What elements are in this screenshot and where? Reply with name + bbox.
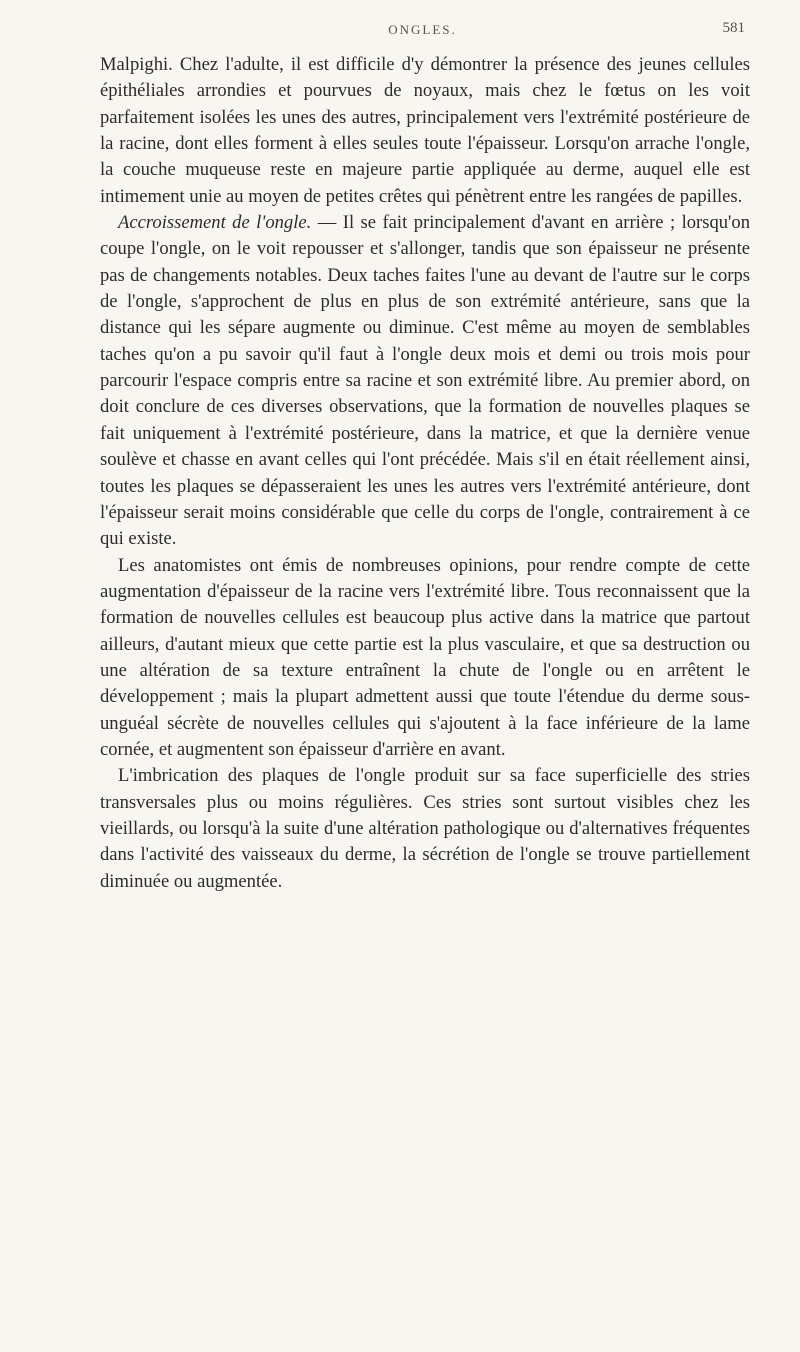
paragraph-anatomistes — [100, 553, 750, 764]
paragraph-continuation — [100, 52, 750, 210]
paragraph-text: — Il se fait principalement d'avant en arrière ; lorsqu'on coupe l'ongle, on le voit repousser et s'allonger, tandis que son épaisseur ne présente pas de changements notables. Deux taches faites l'une au devant de l'autre sur le corps de l'ongle, s'approchent de plus en plus de son extrémité antérieure, sans que la distance qui les sépare augmente ou diminue. C'est même au moyen de semblables taches qu'on a pu savoir qu'il faut à l'ongle deux mois et demi ou trois mois pour parcourir l'espace compris entre sa racine et son extrémité libre. Au premier abord, on doit conclure de ces diverses observations, que la formation de nouvelles plaques se fait uniquement à l'extrémité postérieure, dans la matrice, et que la dernière venue soulève et chasse en avant celles qui l'ont précédée. Mais s'il en était réellement ainsi, toutes les plaques se dépasseraient les unes les autres vers l'extrémité antérieure, dont l'épaisseur serait moins considérable que celle du corps de l'ongle, contrairement à ce qui existe. — [100, 212, 750, 550]
paragraph-text: Les anatomistes ont émis de nombreuses opinions, pour rendre compte de cette augmentation d'épaisseur de la racine vers l'extrémité libre. Tous reconnaissent que la formation de nouvelles cellules est beaucoup plus active dans la matrice que partout ailleurs, d'autant mieux que cette partie est la plus vasculaire, et que sa destruction ou une altération de sa texture entraînent la chute de l'ongle ou en arrêtent le développement ; mais la plupart admettent aussi que toute l'étendue du derme sous-unguéal sécrète de nouvelles cellules qui s'ajoutent à la face inférieure de la lame cornée, et augmentent son épaisseur d'arrière en avant. — [100, 554, 750, 760]
paragraph-accroissement — [100, 210, 750, 552]
paragraph-imbrication — [100, 763, 750, 895]
running-title: ONGLES. — [388, 22, 457, 37]
paragraph-text: L'imbrication des plaques de l'ongle produit sur sa face superficielle des stries transversales plus ou moins régulières. Ces stries sont surtout visibles chez les vieillards, ou lorsqu'à la suite d'une altération pathologique ou d'alternatives fréquentes dans l'activité des vaisseaux du derme, la sécrétion de l'ongle se trouve partiellement diminuée ou augmentée. — [100, 765, 750, 892]
body-text — [100, 52, 750, 895]
page-number: 581 — [722, 20, 745, 36]
running-head — [100, 18, 745, 52]
section-heading-accroissement: Accroissement de l'ongle. — [118, 212, 312, 234]
paragraph-text: Malpighi. Chez l'adulte, il est difficile d'y démontrer la présence des jeunes cellules épithéliales arrondies et pourvues de noyaux, mais chez le fœtus on les voit parfaitement isolées les unes des autres, principalement vers l'extrémité postérieure de la racine, dont elles forment à elles seules toute l'épaisseur. Lorsqu'on arrache l'ongle, la couche muqueuse reste en majeure partie appliquée au derme, auquel elle est intimement unie au moyen de petites crêtes qui pénètrent entre les rangées de papilles. — [100, 54, 750, 207]
